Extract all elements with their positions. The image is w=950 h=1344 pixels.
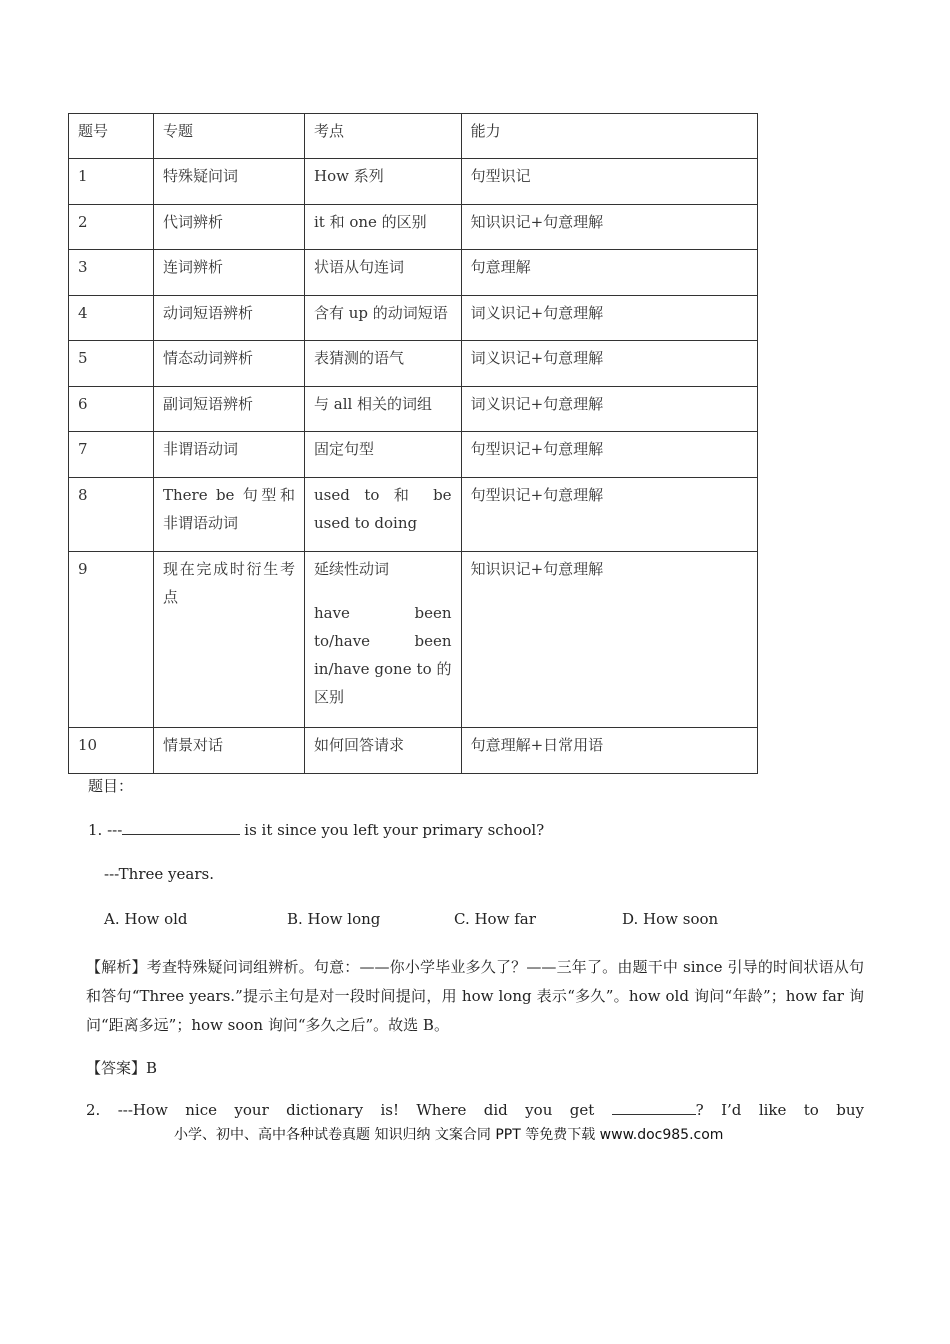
table-row [69,728,758,774]
cell-point: 如何回答请求 [304,728,461,774]
cell-ability: 句型识记 [461,159,757,205]
cell-no: 3 [69,250,154,296]
cell-ability: 知识识记+句意理解 [461,552,757,728]
question-text: ? I’d like to buy [695,1101,864,1119]
header-cell: 专题 [154,114,305,159]
cell-ability: 句型识记+句意理解 [461,478,757,552]
cell-point [304,552,461,728]
cell-point: 表猜测的语气 [304,341,461,387]
cell-topic: 情景对话 [154,728,305,774]
analysis-paragraph: 【解析】考查特殊疑问词组辨析。句意：——你小学毕业多久了？——三年了。由题干中 since 引导的时间状语从句和答句“Three years.”提示主句是对一段时间提问，用 how long 表示“多久”。how old 询问“年龄”；how far 询问“距离多远”；how soon 询问“多久之后”。故选 B。 [86,958,864,1034]
cell-no: 5 [69,341,154,387]
cell-topic: 动词短语辨析 [154,296,305,341]
table-row [69,387,758,432]
cell-no: 8 [69,478,154,552]
answer-blank [612,1100,696,1115]
cell-point: it 和 one 的区别 [304,205,461,250]
cell-point: 与 all 相关的词组 [304,387,461,432]
question-1-stem [88,820,544,839]
table-row [69,159,758,205]
question-number: 1. --- [88,821,123,839]
cell-ability: 知识识记+句意理解 [461,205,757,250]
option-b: B. How long [287,910,381,928]
cell-point: 含有 up 的动词短语 [304,296,461,341]
cell-topic: 情态动词辨析 [154,341,305,387]
cell-topic: There be 句型和非谓语动词 [154,478,305,552]
table-row [69,552,758,728]
table-row [69,205,758,250]
cell-point: 状语从句连词 [304,250,461,296]
cell-ability: 句意理解 [461,250,757,296]
option-d: D. How soon [622,910,719,928]
table-row [69,432,758,478]
cell-topic: 连词辨析 [154,250,305,296]
table-row [69,250,758,296]
option-c: C. How far [454,910,536,928]
header-cell: 能力 [461,114,757,159]
cell-no: 7 [69,432,154,478]
cell-no: 9 [69,552,154,728]
cell-no: 1 [69,159,154,205]
question-text: 2. ---How nice your dictionary is! Where did you get [86,1101,595,1119]
cell-ability: 词义识记+句意理解 [461,296,757,341]
question-text: is it since you left your primary school? [244,821,545,839]
cell-no: 6 [69,387,154,432]
cell-topic: 代词辨析 [154,205,305,250]
table-row [69,478,758,552]
cell-point-line: have been to/have been in/have gone to 的区别 [313,604,452,706]
cell-no: 4 [69,296,154,341]
option-a: A. How old [104,910,188,928]
cell-no: 2 [69,205,154,250]
topics-table [68,113,758,774]
cell-ability: 句意理解+日常用语 [461,728,757,774]
cell-point: How 系列 [304,159,461,205]
header-cell: 题号 [69,114,154,159]
cell-point: used to 和 be used to doing [304,478,461,552]
cell-topic: 特殊疑问词 [154,159,305,205]
cell-point: 固定句型 [304,432,461,478]
answer-line: 【答案】B [86,1059,158,1077]
cell-no: 10 [69,728,154,774]
cell-ability: 词义识记+句意理解 [461,387,757,432]
question-1-reply: ---Three years. [104,865,214,883]
cell-topic: 现在完成时衍生考点 [154,552,305,728]
header-cell: 考点 [304,114,461,159]
answer-blank [122,820,240,835]
table-row [69,296,758,341]
table-header-row [69,114,758,159]
cell-point-line: 延续性动词 [313,560,389,578]
cell-ability: 句型识记+句意理解 [461,432,757,478]
cell-topic: 非谓语动词 [154,432,305,478]
section-label: 题目： [88,777,134,795]
cell-ability: 词义识记+句意理解 [461,341,757,387]
page-footer: 小学、初中、高中各种试卷真题 知识归纳 文案合同 PPT 等免费下载 www.doc985.com [174,1127,724,1143]
table-row [69,341,758,387]
cell-topic: 副词短语辨析 [154,387,305,432]
question-2-stem [86,1100,864,1119]
